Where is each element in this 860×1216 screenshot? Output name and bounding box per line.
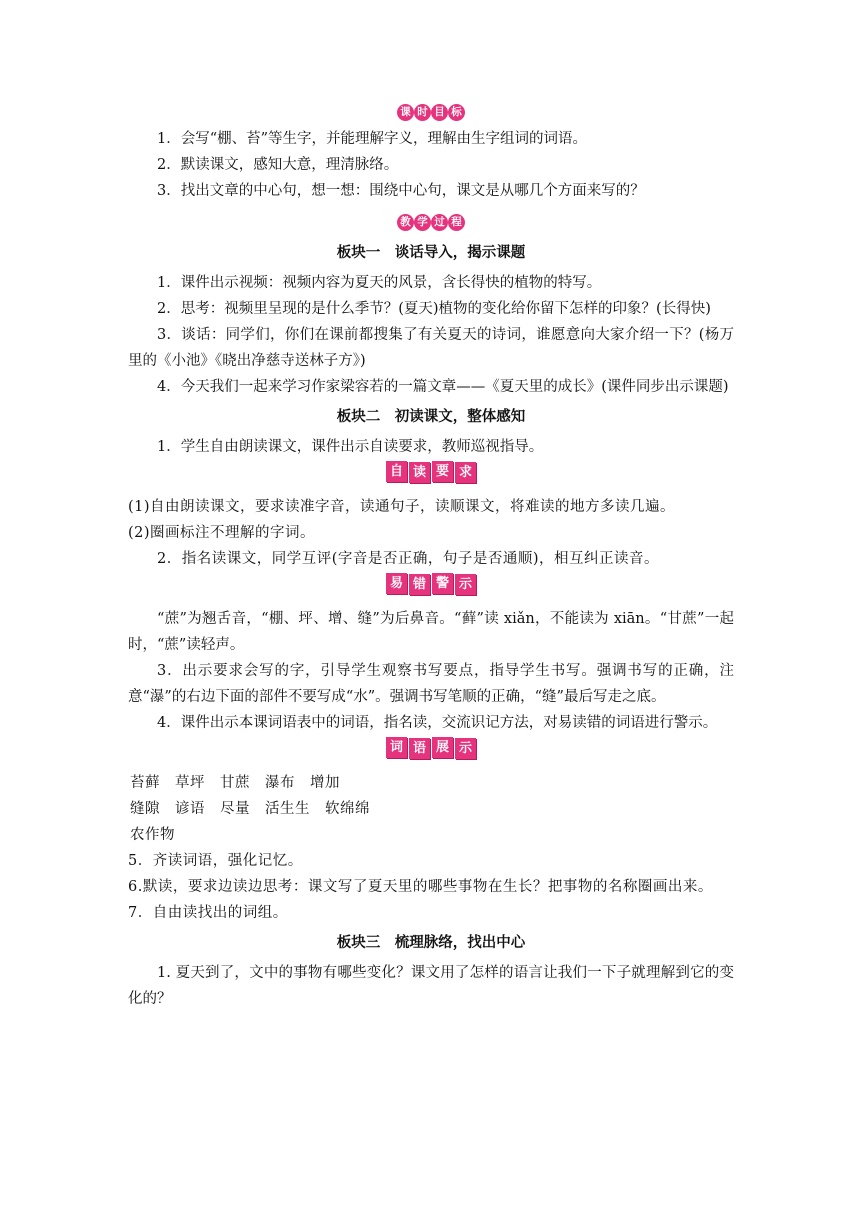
requirement-2: (2)圈画标注不理解的字词。 bbox=[128, 525, 316, 541]
block1-item-3: 3．谈话：同学们，你们在课前都搜集了有关夏天的诗词，谁愿意向大家介绍一下？(杨万里的《小池》《晓出净慈寺送林子方》) bbox=[128, 327, 734, 369]
block2-title: 板块二 初读课文，整体感知 bbox=[336, 409, 526, 425]
self-read-tag bbox=[128, 462, 734, 490]
words-tag bbox=[128, 738, 734, 766]
word: 软绵绵 bbox=[325, 801, 370, 817]
tag-char: 读 bbox=[409, 462, 430, 483]
word: 增加 bbox=[310, 775, 340, 791]
warning-text: “蔗”为翘舌音，“棚、坪、增、缝”为后鼻音。“藓”读 xiǎn，不能读为 xiān。“甘蔗”一起时，“蔗”读轻声。 bbox=[128, 611, 734, 653]
word: 尽量 bbox=[220, 801, 250, 817]
tag-char: 示 bbox=[455, 738, 476, 759]
tag-char: 语 bbox=[409, 738, 430, 759]
badge-char: 标 bbox=[448, 104, 465, 121]
block3-item-1: 1. 夏天到了，文中的事物有哪些变化？课文用了怎样的语言让我们一下子就理解到它的变化的？ bbox=[128, 965, 734, 1007]
tag-char: 自 bbox=[386, 461, 407, 482]
badge-char: 课 bbox=[397, 104, 414, 121]
tag-char: 警 bbox=[432, 573, 453, 594]
tag-char: 要 bbox=[432, 461, 453, 482]
block2-item-7: 7．自由读找出的词组。 bbox=[128, 905, 288, 921]
badge-char: 教 bbox=[397, 214, 414, 231]
word: 谚语 bbox=[175, 801, 205, 817]
tag-char: 求 bbox=[455, 462, 476, 483]
block1-item-1: 1．课件出示视频：视频内容为夏天的风景，含长得快的植物的特写。 bbox=[157, 275, 602, 291]
word: 瀑布 bbox=[265, 775, 295, 791]
block3-title: 板块三 梳理脉络，找出中心 bbox=[336, 935, 526, 951]
word: 活生生 bbox=[265, 801, 310, 817]
objective-2: 2．默读课文，感知大意，理清脉络。 bbox=[157, 157, 399, 173]
lesson-content bbox=[128, 100, 734, 1012]
word-list-row-1 bbox=[128, 770, 734, 796]
badge-char: 目 bbox=[431, 104, 448, 121]
word-list-row-3 bbox=[128, 822, 734, 848]
block2-item-6: 6.默读，要求边读边思考：课文写了夏天里的哪些事物在生长？把事物的名称圈画出来。 bbox=[128, 879, 713, 895]
tag-char: 示 bbox=[455, 574, 476, 595]
requirement-1: (1)自由朗读课文，要求读准字音，读通句子，读顺课文，将难读的地方多读几遍。 bbox=[128, 499, 676, 515]
badge-char: 程 bbox=[448, 214, 465, 231]
badge-char: 时 bbox=[414, 104, 431, 121]
warning-tag bbox=[128, 574, 734, 602]
tag-char: 词 bbox=[386, 737, 407, 758]
objective-3: 3．找出文章的中心句，想一想：围绕中心句，课文是从哪几个方面来写的？ bbox=[157, 183, 645, 199]
block2-item-4: 4．课件出示本课词语表中的词语，指名读，交流识记方法，对易读错的词语进行警示。 bbox=[157, 715, 718, 731]
word: 苔藓 bbox=[130, 775, 160, 791]
word-list-row-2 bbox=[128, 796, 734, 822]
tag-char: 易 bbox=[386, 573, 407, 594]
process-badge bbox=[128, 210, 734, 236]
objective-1: 1．会写“棚、苔”等生字，并能理解字义，理解由生字组词的词语。 bbox=[157, 131, 588, 147]
block2-item-1: 1．学生自由朗读课文，课件出示自读要求，教师巡视指导。 bbox=[157, 439, 544, 455]
word: 草坪 bbox=[175, 775, 205, 791]
block2-item-2: 2．指名读课文，同学互评(字音是否正确，句子是否通顺)，相互纠正读音。 bbox=[157, 551, 660, 567]
word: 甘蔗 bbox=[220, 775, 250, 791]
block2-item-3: 3．出示要求会写的字，引导学生观察书写要点，指导学生书写。强调书写的正确，注意“瀑”的右边下面的部件不要写成“水”。强调书写笔顺的正确，“缝”最后写走之底。 bbox=[128, 663, 734, 705]
word: 缝隙 bbox=[130, 801, 160, 817]
badge-char: 过 bbox=[431, 214, 448, 231]
block1-item-2: 2．思考：视频里呈现的是什么季节？(夏天)植物的变化给你留下怎样的印象？(长得快) bbox=[157, 301, 711, 317]
block2-item-5: 5．齐读词语，强化记忆。 bbox=[128, 853, 303, 869]
tag-char: 展 bbox=[432, 737, 453, 758]
block1-title: 板块一 谈话导入，揭示课题 bbox=[336, 245, 526, 261]
badge-char: 学 bbox=[414, 214, 431, 231]
tag-char: 错 bbox=[409, 574, 430, 595]
block1-item-4: 4．今天我们一起来学习作家梁容若的一篇文章——《夏天里的成长》(课件同步出示课题) bbox=[157, 379, 729, 395]
objectives-badge bbox=[128, 100, 734, 126]
word: 农作物 bbox=[130, 827, 175, 843]
